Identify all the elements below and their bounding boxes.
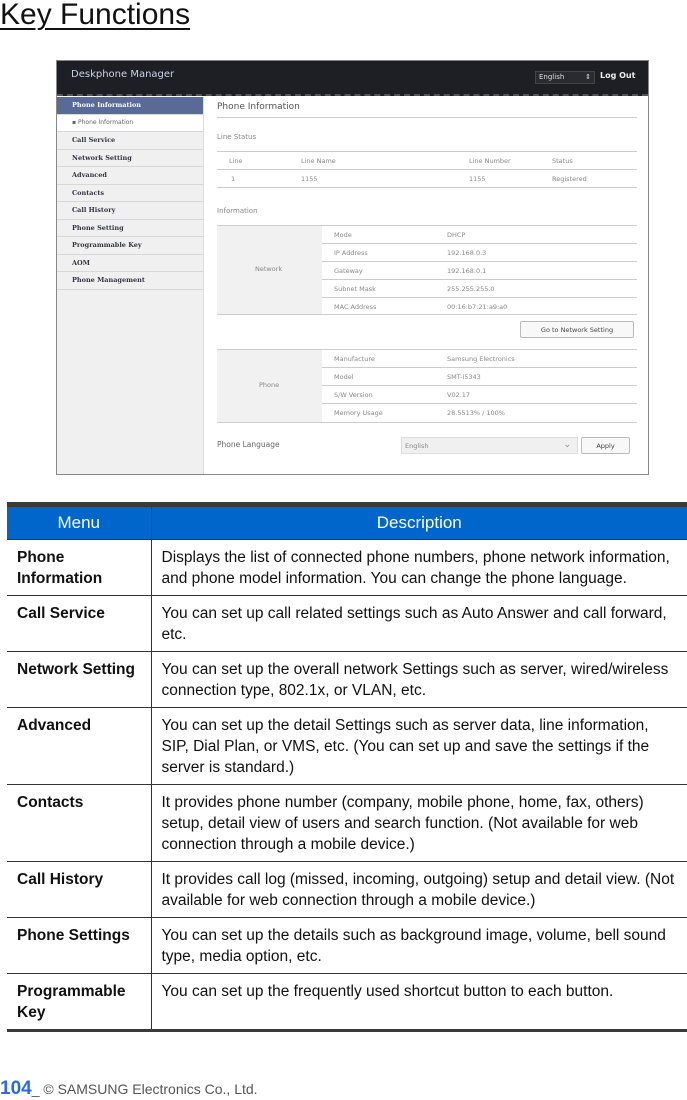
header-description: Description (151, 505, 687, 540)
top-bar (57, 61, 648, 96)
info-label: Gateway (334, 267, 363, 275)
info-value: 255.255.255.0 (447, 285, 495, 293)
info-label: IP Address (334, 249, 368, 257)
sidebar-item-advanced[interactable]: Advanced (57, 167, 203, 185)
col-status: Status (552, 157, 573, 165)
sidebar (57, 97, 204, 475)
table-row (7, 652, 687, 708)
sidebar-item-programmable-key[interactable]: Programmable Key (57, 237, 203, 255)
page-number: 104 (0, 1078, 32, 1099)
network-label: Network (255, 265, 283, 273)
description-cell: You can set up call related settings such as Auto Answer and call forward, etc. (151, 596, 687, 652)
phone-label: Phone (259, 381, 280, 389)
menu-cell: Phone Settings (7, 918, 151, 974)
line-status-heading: Line Status (217, 133, 257, 141)
cell-line: 1 (231, 175, 236, 183)
menu-cell: Phone Information (7, 540, 151, 596)
page-footer (0, 1078, 258, 1100)
phone-language-label: Phone Language (217, 440, 280, 449)
key-functions-table (7, 502, 687, 1032)
info-value: 28.5513% / 100% (447, 409, 505, 417)
menu-cell: Advanced (7, 708, 151, 785)
menu-cell: Programmable Key (7, 974, 151, 1031)
info-value: SMT-i5343 (447, 373, 481, 381)
table-row (7, 918, 687, 974)
phone-language-select[interactable] (401, 437, 578, 454)
apply-button[interactable]: Apply (581, 437, 630, 454)
table-row (7, 540, 687, 596)
info-value: 192.168.0.1 (447, 267, 487, 275)
info-label: Mode (334, 231, 352, 239)
table-row (7, 862, 687, 918)
description-cell: It provides call log (missed, incoming, outgoing) setup and detail view. (Not available for web connection through a mobile device.) (151, 862, 687, 918)
info-value: Samsung Electronics (447, 355, 515, 363)
language-value: English (539, 73, 565, 81)
header-menu: Menu (7, 505, 151, 540)
section-title: Key Functions (0, 0, 191, 31)
table-row (7, 708, 687, 785)
sidebar-item-contacts[interactable]: Contacts (57, 185, 203, 203)
description-cell: Displays the list of connected phone numbers, phone network information, and phone model information. You can change the phone language. (151, 540, 687, 596)
info-label: Subnet Mask (334, 285, 376, 293)
sidebar-item-network-setting[interactable]: Network Setting (57, 150, 203, 168)
info-value: 00:16:b7:21:a9:a0 (447, 303, 508, 311)
info-value: V02.17 (447, 391, 471, 399)
sidebar-item-call-history[interactable]: Call History (57, 202, 203, 220)
go-to-network-setting-button[interactable]: Go to Network Setting (520, 321, 634, 338)
phone-language-value: English (405, 442, 429, 450)
page-title: Phone Information (217, 102, 300, 112)
copyright: © SAMSUNG Electronics Co., Ltd. (43, 1081, 258, 1097)
brand: Deskphone Manager (71, 69, 175, 80)
menu-cell: Network Setting (7, 652, 151, 708)
description-cell: You can set up the detail Settings such as server data, line information, SIP, Dial Plan, or VMS, etc. (You can set up and save the settings if the server is standard.) (151, 708, 687, 785)
sidebar-item-call-service[interactable]: Call Service (57, 132, 203, 150)
info-label: Memory Usage (334, 409, 383, 417)
sidebar-item-aom[interactable]: AOM (57, 255, 203, 273)
menu-cell: Call Service (7, 596, 151, 652)
table-row (7, 596, 687, 652)
cell-status: Registered (552, 175, 587, 183)
subitem-label: Phone Information (77, 118, 134, 126)
info-value: 192.168.0.3 (447, 249, 487, 257)
sidebar-item-phone-setting[interactable]: Phone Setting (57, 220, 203, 238)
chevron-updown-icon: ⇕ (585, 73, 591, 81)
chevron-down-icon: ⌄ (563, 440, 571, 450)
col-line-number: Line Number (469, 157, 511, 165)
deskphone-manager-screenshot (56, 60, 649, 475)
sidebar-subitem-phone-information[interactable]: ▪ Phone Information (57, 115, 203, 133)
table-row (7, 974, 687, 1031)
table-row (7, 785, 687, 862)
col-line: Line (229, 157, 243, 165)
footer-separator: _ (31, 1081, 44, 1097)
menu-cell: Contacts (7, 785, 151, 862)
description-cell: You can set up the frequently used shortcut button to each button. (161, 983, 614, 1000)
cell-line-name: 1155 (301, 175, 318, 183)
description-cell: It provides phone number (company, mobile phone, home, fax, others) setup, detail view of users and search function. (Not available for web connection through a mobile device.) (151, 785, 687, 862)
language-select[interactable] (535, 71, 595, 84)
menu-cell: Call History (7, 862, 151, 918)
sidebar-item-phone-management[interactable]: Phone Management (57, 272, 203, 290)
cell-line-number: 1155 (469, 175, 486, 183)
info-value: DHCP (447, 231, 466, 239)
logout-link[interactable]: Log Out (600, 71, 636, 80)
col-line-name: Line Name (301, 157, 336, 165)
info-label: Manufacture (334, 355, 375, 363)
info-label: MAC Address (334, 303, 377, 311)
info-label: S/W Version (334, 391, 373, 399)
description-cell: You can set up the overall network Settings such as server, wired/wireless connection type, 802.1x, or VLAN, etc. (151, 652, 687, 708)
information-heading: Information (217, 207, 258, 215)
info-label: Model (334, 373, 354, 381)
description-cell: You can set up the details such as background image, volume, bell sound type, media option, etc. (151, 918, 687, 974)
sidebar-item-phone-information[interactable]: Phone Information (57, 97, 203, 115)
